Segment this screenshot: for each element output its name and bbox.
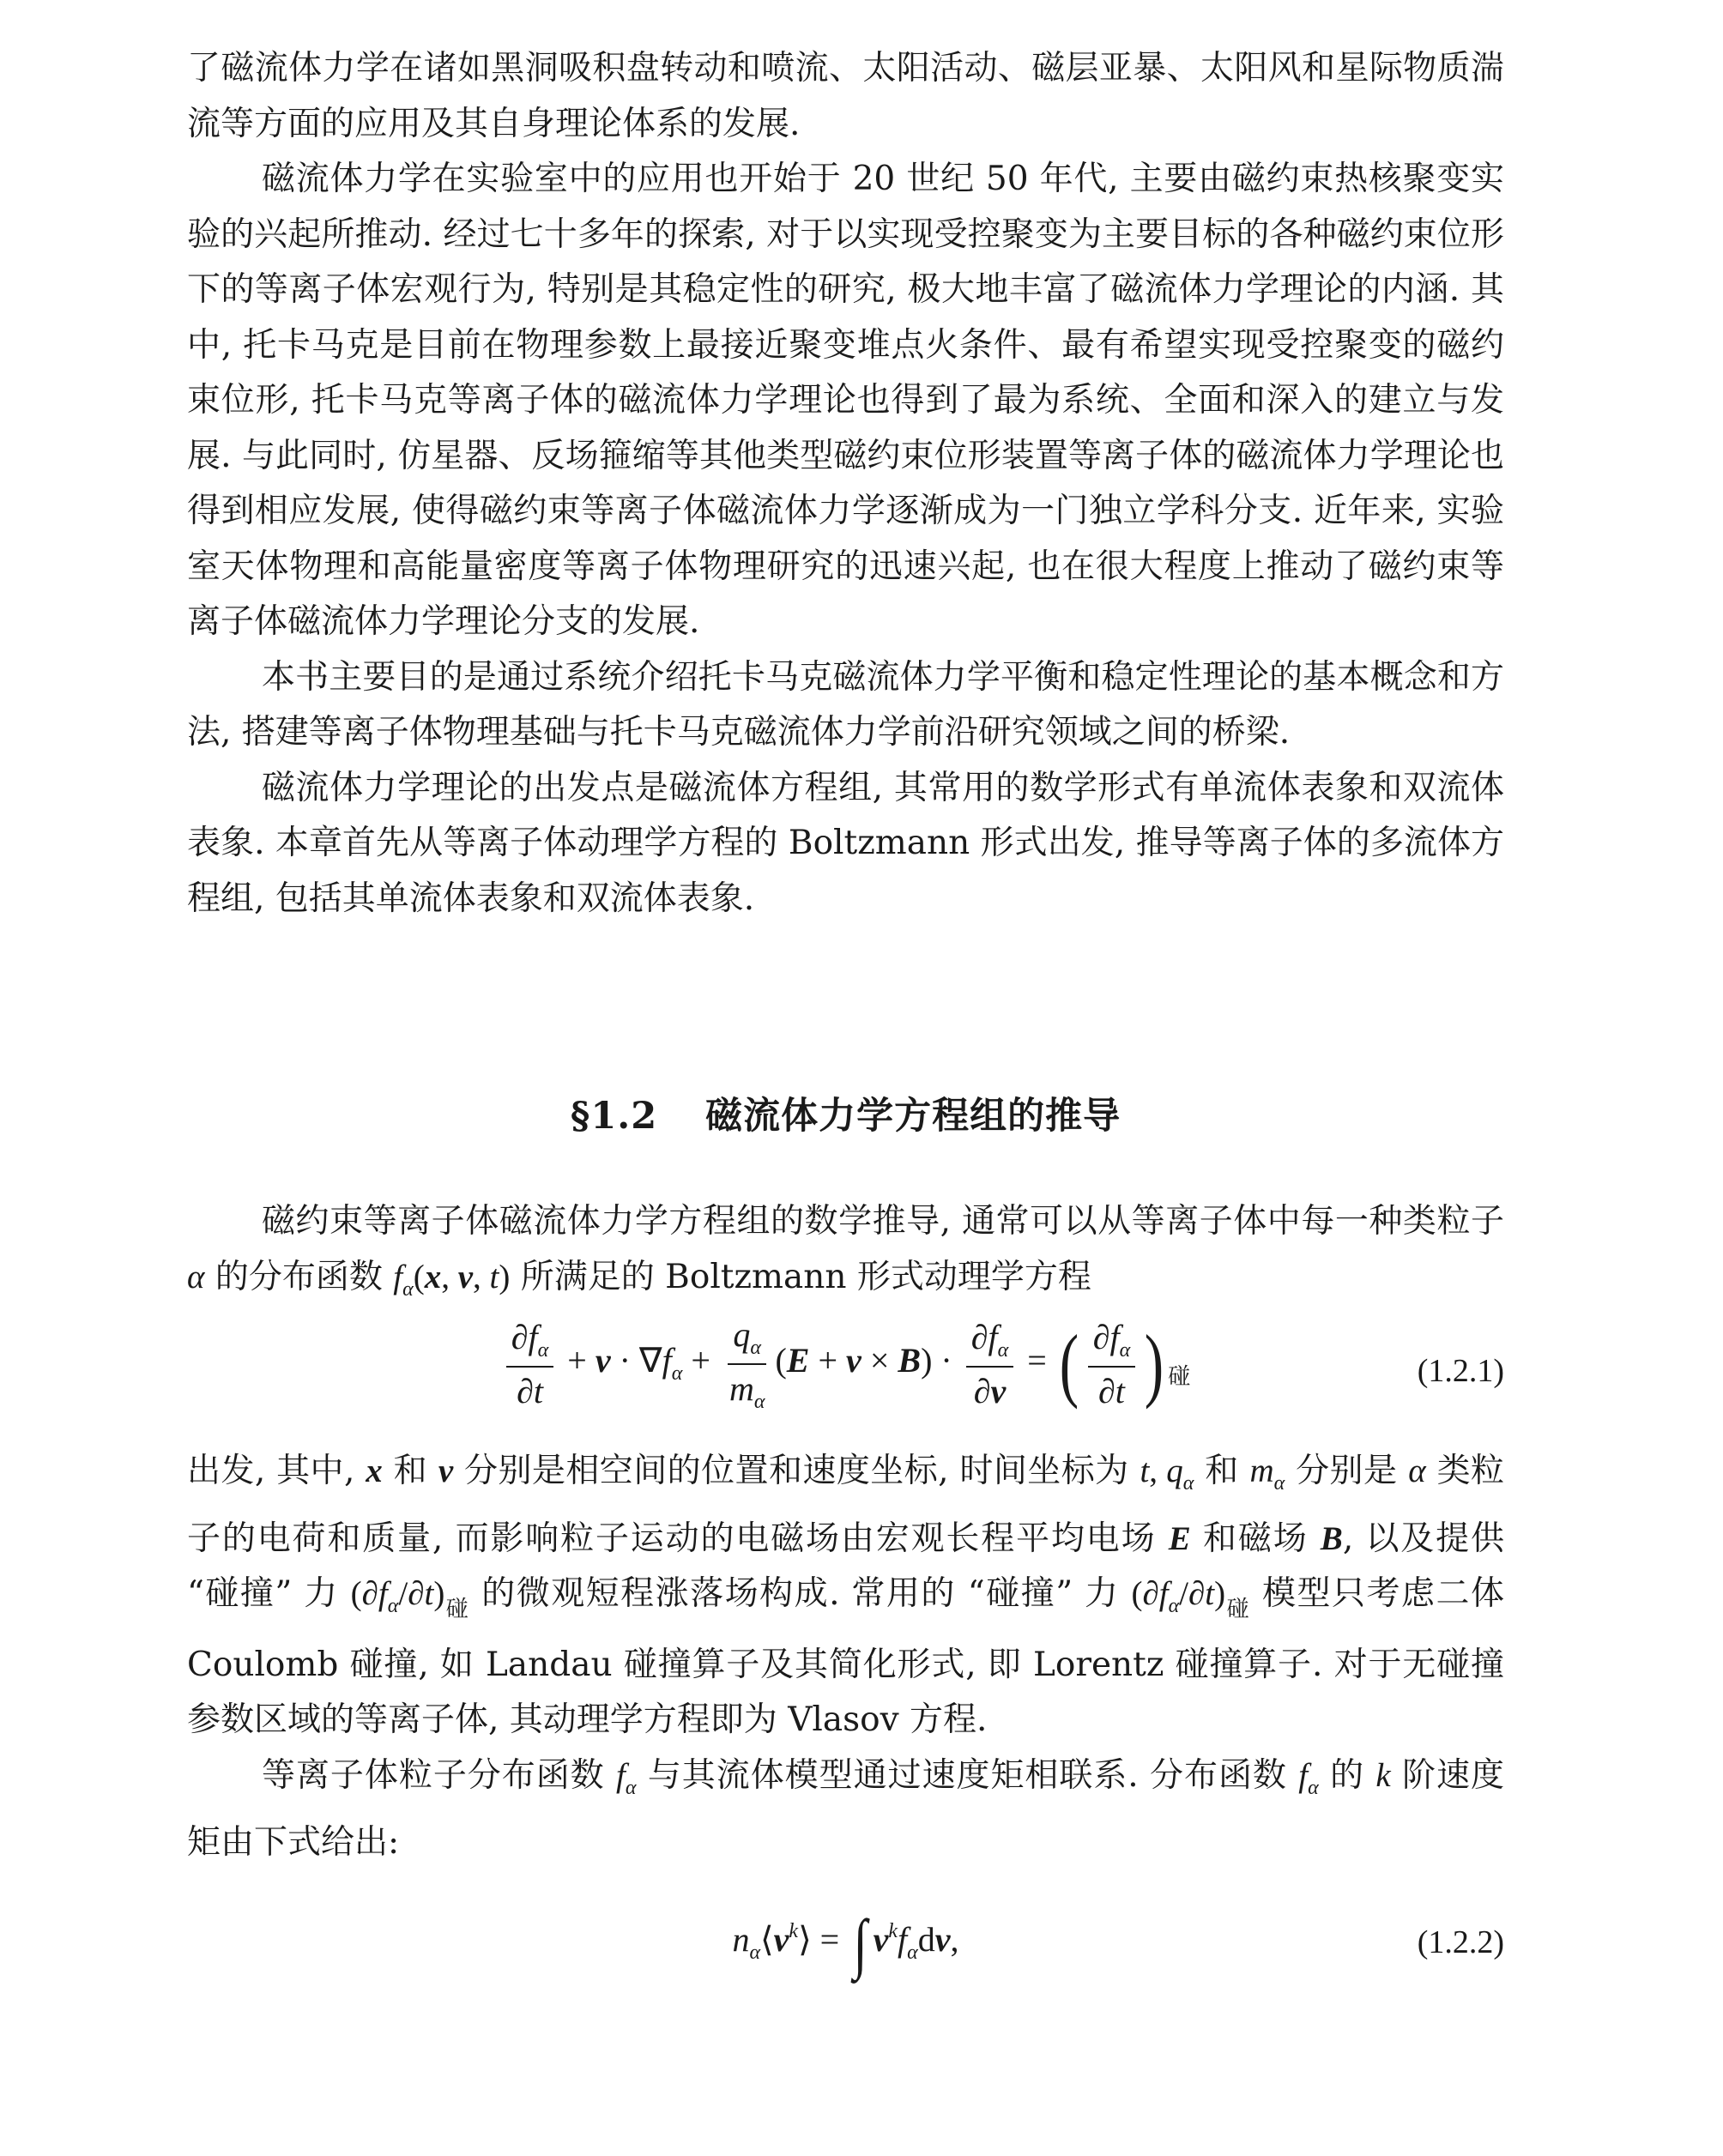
section-heading — [187, 1086, 1504, 1146]
paragraph-5: 磁约束等离子体磁流体力学方程组的数学推导, 通常可以从等离子体中每一种类粒子 α 的分布函数 $f_\alpha(x$, v, t) 所满足的 Boltzmann 形式动理学方程 — [187, 1202, 1504, 1301]
equation-number-2: (1.2.2) — [1417, 1924, 1504, 1960]
derivation-body — [187, 1444, 1504, 1871]
equation-number-1: (1.2.1) — [1417, 1353, 1504, 1389]
derivation-intro — [187, 1194, 1504, 1317]
paragraph-7: 等离子体粒子分布函数 $f_\alpha$ 与其流体模型通过速度矩相联系. 分布函数 $f_\alpha$ 的 k 阶速度矩由下式给出: — [187, 1755, 1505, 1862]
section-number: §1.2 — [570, 1095, 658, 1138]
paragraph-2: 磁流体力学在实验室中的应用也开始于 20 世纪 50 年代, 主要由磁约束热核聚变实验的兴起所推动. 经过七十多年的探索, 对于以实现受控聚变为主要目标的各种磁约束位形下的等离子体宏观行为, 特别是其稳定性的研究, 极大地丰富了磁流体力学理论的内涵. 其中, 托卡马克是目前在物理参数上最接近聚变堆点火条件、最有希望实现受控聚变的磁约束位形, 托卡马克等离子体的磁流体力学理论也得到了最为系统、全面和深入的建立与发展. 与此同时, 仿星器、反场箍缩等其他类型磁约束位形装置等离子体的磁流体力学理论也得到相应发展, 使得磁约束等离子体磁流体力学逐渐成为一门独立学科分支. 近年来, 实验室天体物理和高能量密度等离子体物理研究的迅速兴起, 也在很大程度上推动了磁约束等离子体磁流体力学理论分支的发展. — [187, 160, 1504, 641]
intro-text-block — [187, 41, 1504, 927]
equation-1-2-1 — [187, 1314, 1504, 1434]
paragraph-1: 了磁流体力学在诸如黑洞吸积盘转动和喷流、太阳活动、磁层亚暴、太阳风和星际物质湍流等方面的应用及其自身理论体系的发展. — [187, 49, 1504, 143]
velocity-moment-equation: $n_\alpha⟨v^k⟩$ = ∫ $v^kf_\alpha dv$, — [732, 1905, 959, 1980]
paragraph-6: 出发, 其中, x 和 v 分别是相空间的位置和速度坐标, 时间坐标为 t, $q_\alpha$ 和 $m_\alpha$ 分别是 α 类粒子的电荷和质量, 而影响粒子运动的电磁场由宏观长程平均电场 E 和磁场 B, 以及提供 “碰撞” 力 $(\partial f_\alpha/\partial t)_碰$ 的微观短程涨落场构成. 常用的 “碰撞” 力 $(\partial f_\alpha/\partial t)_碰$ 模型只考虑二体 Coulomb 碰撞, 如 Landau 碰撞算子及其简化形式, 即 Lorentz 碰撞算子. 对于无碰撞参数区域的等离子体, 其动理学方程即为 Vlasov 方程. — [187, 1452, 1505, 1739]
section-title: 磁流体力学方程组的推导 — [705, 1095, 1121, 1138]
paragraph-4: 磁流体力学理论的出发点是磁流体方程组, 其常用的数学形式有单流体表象和双流体表象. 本章首先从等离子体动理学方程的 Boltzmann 形式出发, 推导等离子体的多流体方程组, 包括其单流体表象和双流体表象. — [187, 768, 1504, 918]
boltzmann-equation: $\frac{\partial f_\alpha}{\partial t}$ + $v \cdot \nabla f_\alpha$ + $\frac{q_\alpha}{m_\alpha}$ (E + v × B) · $\frac{\partial f_\alpha}{\partial v}$ = ( $\frac{\partial f_\alpha}{\partial t}$ ) $_碰$ — [187, 1314, 1504, 1414]
equation-1-2-2 — [187, 1905, 1504, 1999]
paragraph-3: 本书主要目的是通过系统介绍托卡马克磁流体力学平衡和稳定性理论的基本概念和方法, 搭建等离子体物理基础与托卡马克磁流体力学前沿研究领域之间的桥梁. — [187, 657, 1504, 752]
